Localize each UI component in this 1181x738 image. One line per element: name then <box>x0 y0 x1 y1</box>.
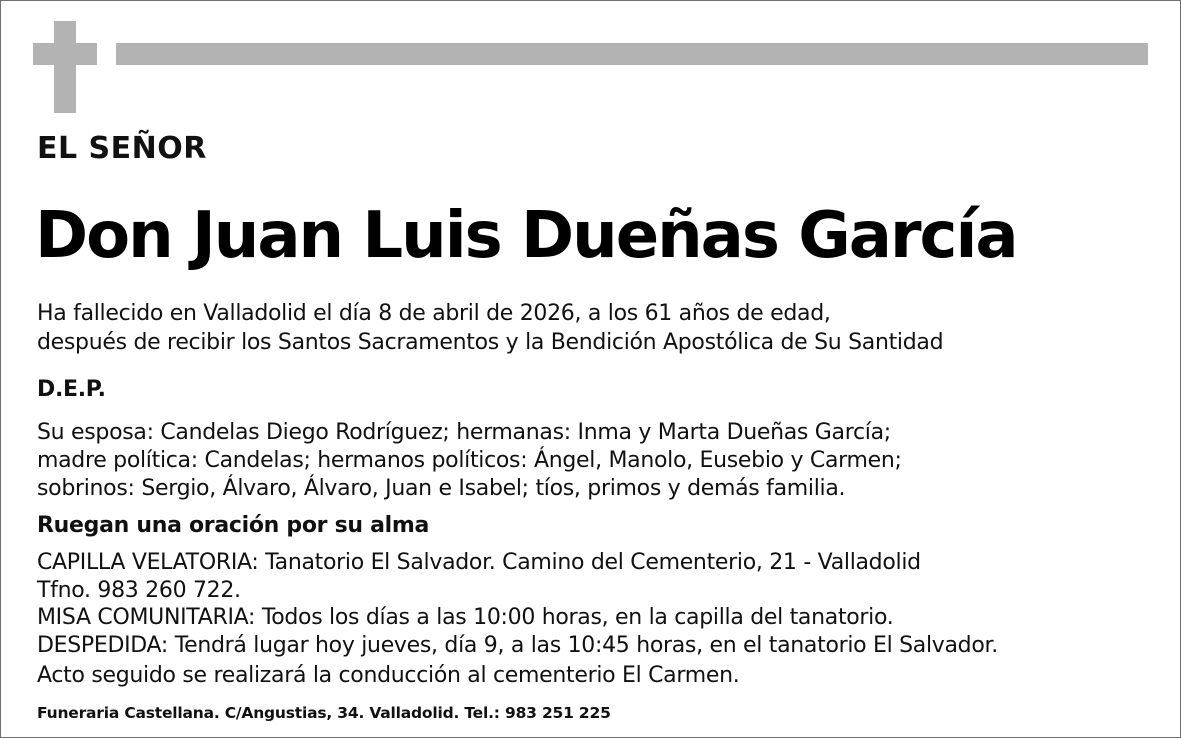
death-notice-line: Ha fallecido en Valladolid el día 8 de abril de 2026, a los 61 años de edad, <box>37 301 831 326</box>
details-line: CAPILLA VELATORIA: Tanatorio El Salvador. Camino del Cementerio, 21 - Valladolid <box>37 550 921 575</box>
honorific: EL SEÑOR <box>37 131 207 166</box>
deceased-name: Don Juan Luis Dueñas García <box>35 199 1017 273</box>
header-rule <box>116 43 1148 65</box>
prayer-request: Ruegan una oración por su alma <box>37 513 430 538</box>
cross-icon-arm <box>33 43 97 65</box>
details-line: DESPEDIDA: Tendrá lugar hoy jueves, día 9, a las 10:45 horas, en el tanatorio El Salvador. <box>37 633 998 658</box>
family-line: sobrinos: Sergio, Álvaro, Álvaro, Juan e Isabel; tíos, primos y demás familia. <box>37 476 846 501</box>
death-notice-line: después de recibir los Santos Sacramentos y la Bendición Apostólica de Su Santidad <box>37 330 944 355</box>
funeral-home-footer: Funeraria Castellana. C/Angustias, 34. Valladolid. Tel.: 983 251 225 <box>37 704 611 722</box>
details-line: Acto seguido se realizará la conducción al cementerio El Carmen. <box>37 663 740 688</box>
family-line: madre política: Candelas; hermanos políticos: Ángel, Manolo, Eusebio y Carmen; <box>37 448 902 473</box>
family-line: Su esposa: Candelas Diego Rodríguez; hermanas: Inma y Marta Dueñas García; <box>37 420 891 445</box>
details-line: MISA COMUNITARIA: Todos los días a las 10:00 horas, en la capilla del tanatorio. <box>37 605 894 630</box>
dep-label: D.E.P. <box>37 377 106 402</box>
details-line: Tfno. 983 260 722. <box>37 578 241 603</box>
cross-icon <box>54 21 76 113</box>
